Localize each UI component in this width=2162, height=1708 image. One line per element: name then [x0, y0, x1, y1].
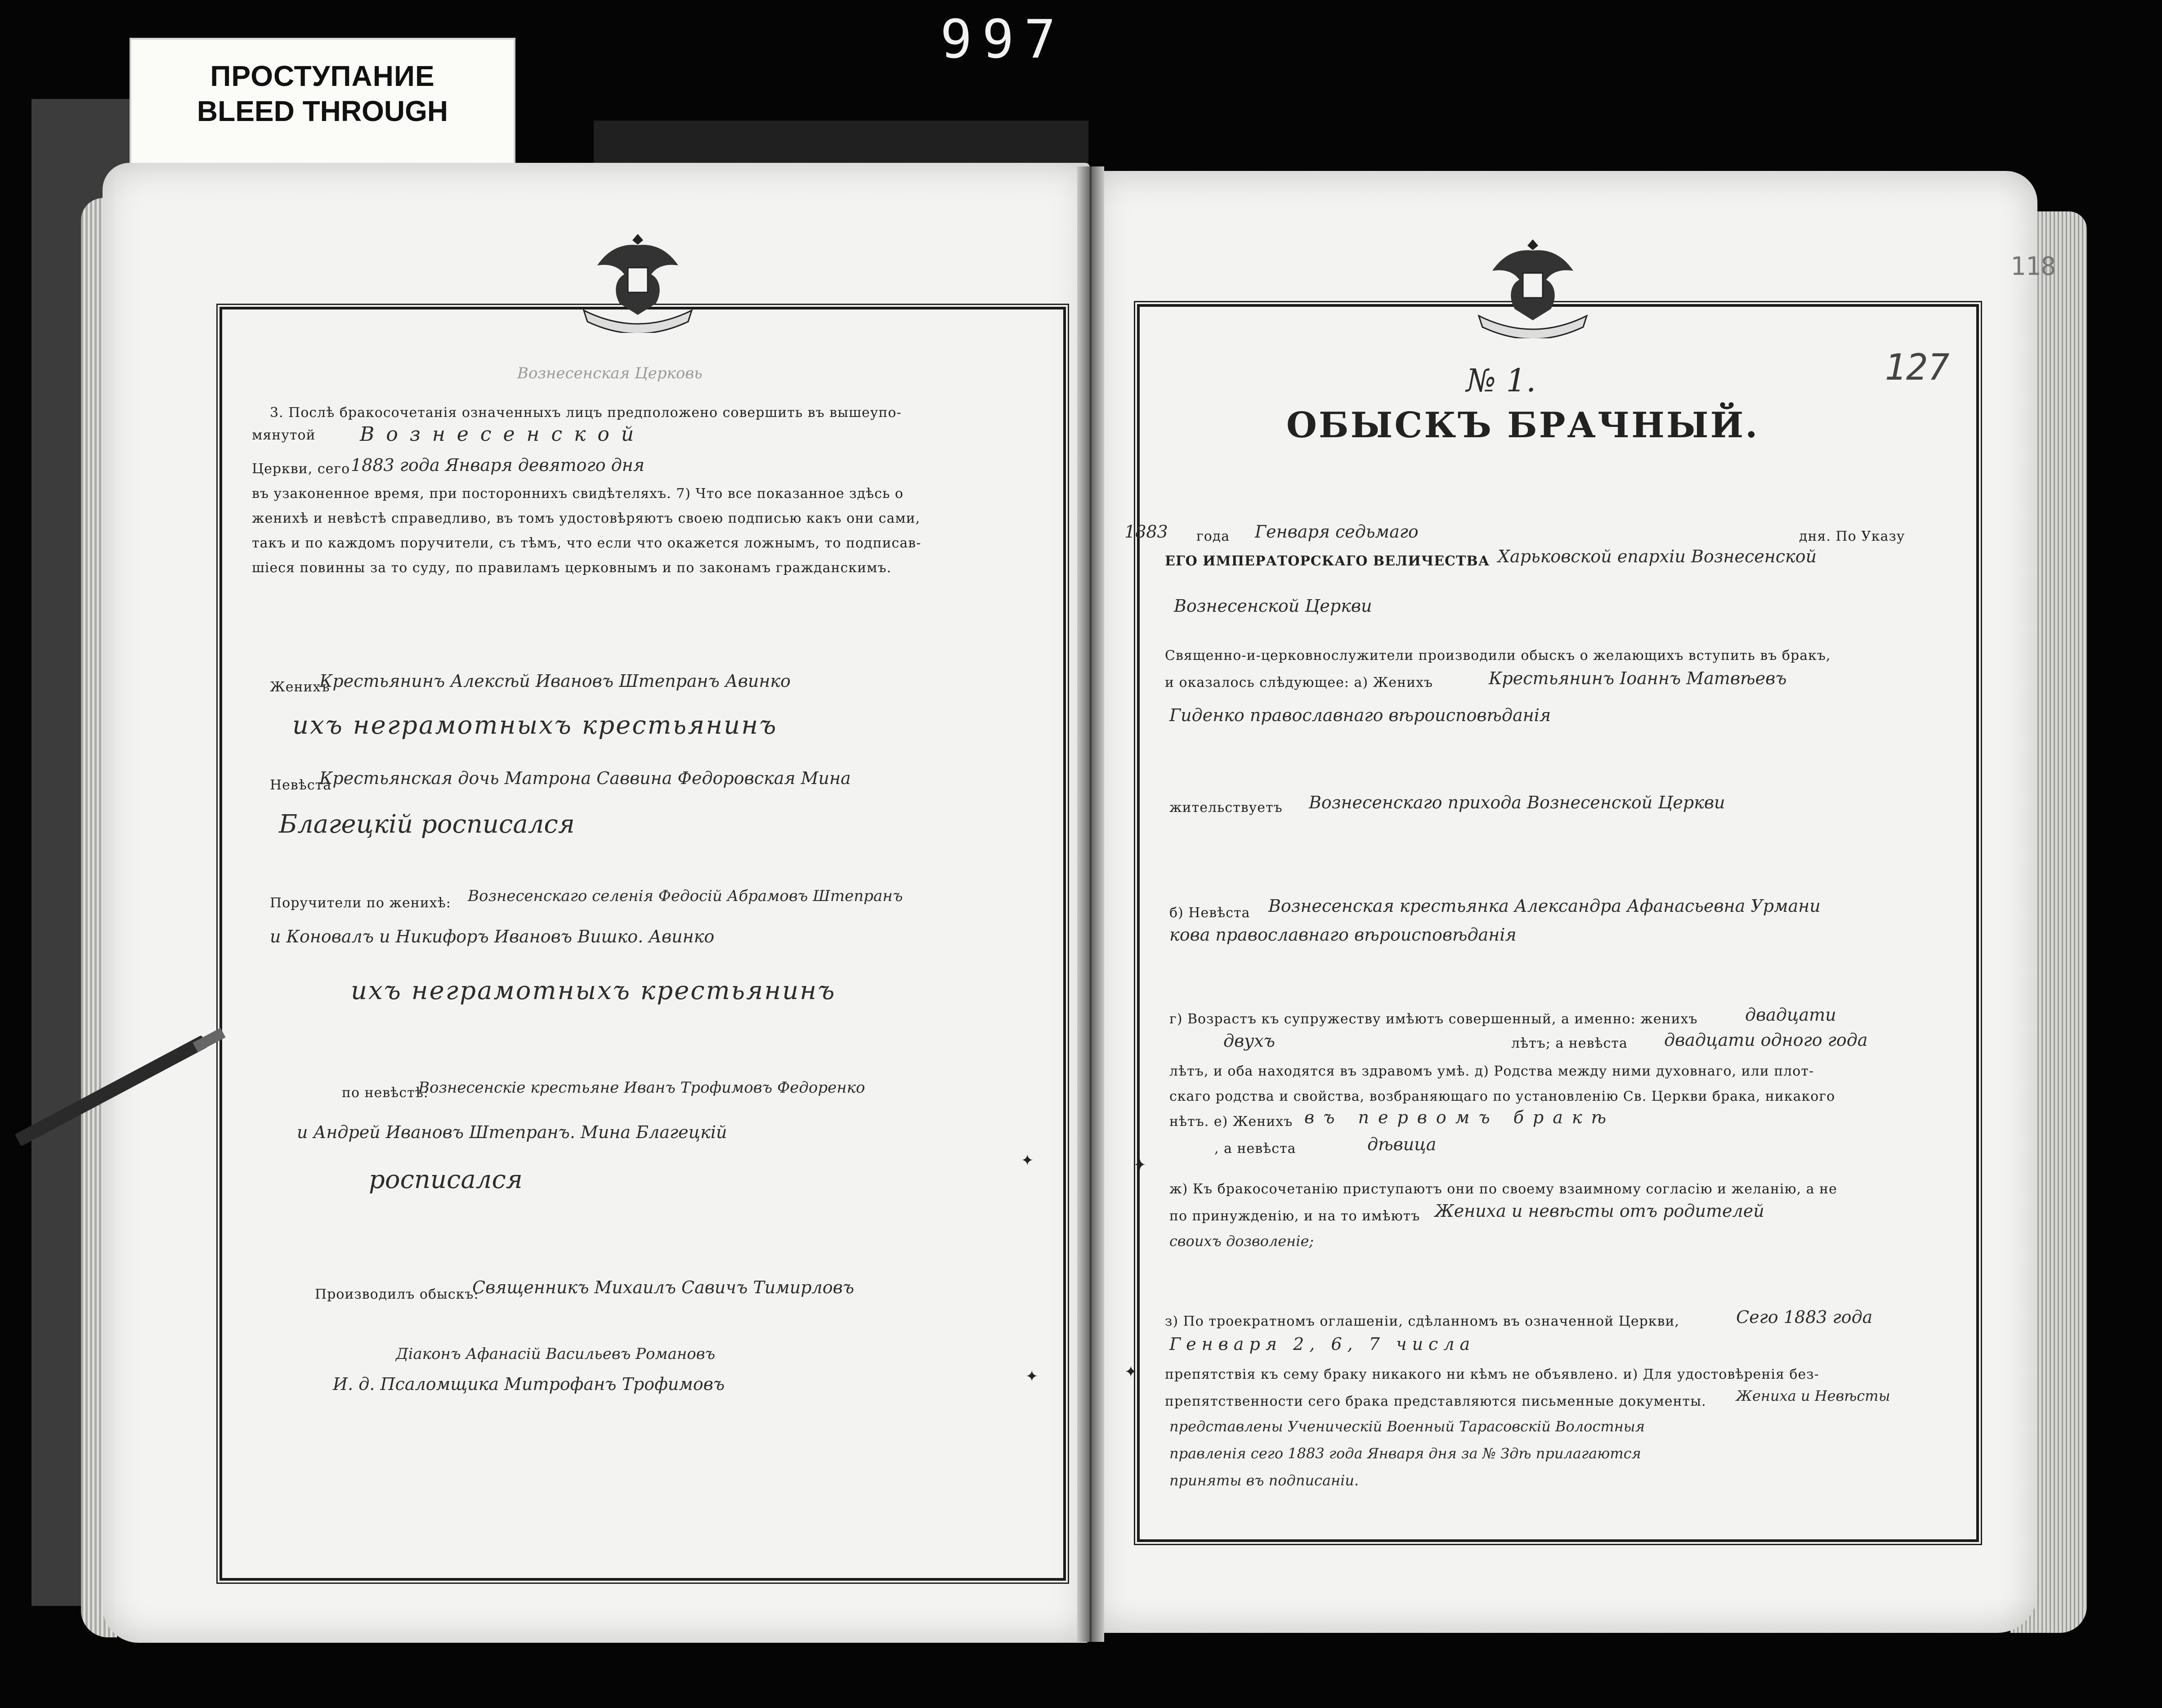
groom-sureties-hand-3: ихъ неграмотныхъ крестьянинъ — [351, 976, 836, 1005]
month-hand: Генваря седьмаго — [1255, 522, 1419, 542]
clause3-line1: 3. Послѣ бракосочетанія означенныхъ лицъ предположено совершить въ вышеупо- — [270, 405, 902, 421]
imperial-hand: Харьковской епархіи Вознесенской — [1498, 547, 1817, 566]
ink-mark: ✦ — [1133, 1156, 1146, 1174]
groom-sureties-hand: Вознесенскаго селенія Федосій Абрамовъ Штепранъ — [468, 887, 903, 905]
clause3-line2: мянутой — [252, 427, 316, 443]
ink-mark: ✦ — [1021, 1152, 1034, 1170]
documents-hand: Жениха и Невѣсты — [1736, 1387, 1890, 1404]
groom-hand-2: ихъ неграмотныхъ крестьянинъ — [292, 711, 778, 740]
found-groom-hand: Крестьянинъ Іоаннъ Матвѣевъ — [1489, 668, 1787, 688]
document-title: ОБЫСКЪ БРАЧНЫЙ. — [1286, 405, 1759, 446]
day-label: дня. По Указу — [1799, 529, 1905, 544]
bride-hand-right: Вознесенская крестьянка Александра Афанасьевна Урмани — [1268, 896, 1821, 916]
record-number: № 1. — [1466, 362, 1536, 399]
bride-sureties-hand-3: росписался — [369, 1165, 523, 1194]
kinship-line1: лѣтъ, и оба находятся въ здравомъ умѣ. д) Родства между ними духовнаго, или плот- — [1169, 1063, 1814, 1079]
age-groom-hand: двадцати — [1745, 1005, 1836, 1025]
consent-line2: по принужденію, и на то имѣютъ — [1169, 1208, 1420, 1224]
groom-label: Женихъ — [270, 679, 330, 695]
clause3-line7: шіеся повинны за то суду, по правиламъ церковнымъ и по законамъ гражданскимъ. — [252, 560, 892, 576]
bride-hand-2: Благецкій росписался — [279, 810, 575, 839]
residence-label: жительствуетъ — [1169, 800, 1283, 816]
impediment-line1: препятствія къ сему браку никакого ни кѣмъ не объявлено. и) Для удостовѣренія без- — [1165, 1367, 1819, 1382]
faint-bleed-header: Вознесенская Церковь — [517, 364, 703, 382]
year-label: года — [1196, 529, 1230, 544]
book-gutter — [1077, 166, 1104, 1642]
kinship-line2: скаго родства и свойства, возбраняющаго по установленію Св. Церкви брака, никакого — [1169, 1089, 1835, 1104]
bride-hand-right-2: кова православнаго вѣроисповѣданія — [1169, 925, 1517, 945]
bride-sureties-label: по невѣстѣ: — [342, 1085, 429, 1101]
ink-mark: ✦ — [1025, 1367, 1038, 1385]
clause3-line3: Церкви, сего — [252, 461, 350, 477]
clause3-line5: женихѣ и невѣстѣ справедливо, въ томъ удостовѣряютъ своею подписью какъ они сами, — [252, 511, 921, 526]
bride-label-right: б) Невѣста — [1169, 905, 1250, 921]
imperial-hand-2: Вознесенской Церкви — [1174, 596, 1372, 616]
found-groom-label: и оказалось слѣдующее: а) Женихъ — [1165, 675, 1433, 690]
banns-hand: Сего 1883 года — [1736, 1307, 1873, 1327]
examiner-hand-3: И. д. Псаломщика Митрофанъ Трофимовъ — [333, 1374, 725, 1394]
bride-label: Невѣста — [270, 777, 332, 793]
bleed-label-russian: ПРОСТУПАНИЕ — [210, 60, 435, 92]
consent-line1: ж) Къ бракосочетанію приступаютъ они по своему взаимному согласію и желанію, а не — [1169, 1181, 1837, 1197]
bride-sureties-hand-2: и Андрей Ивановъ Штепранъ. Мина Благецкій — [297, 1122, 727, 1142]
marriage-status-hand: въ первомъ бракѣ — [1304, 1107, 1616, 1127]
double-headed-eagle-icon — [570, 225, 705, 333]
documents-hand-3: правленія сего 1883 года Января дня за № Здѣ прилагаются — [1169, 1445, 1641, 1462]
groom-sureties-hand-2: и Коновалъ и Никифоръ Ивановъ Вишко. Авинко — [270, 927, 715, 946]
double-headed-eagle-icon — [1465, 230, 1600, 338]
impediment-line2: препятственности сего брака представляются письменные документы. — [1165, 1394, 1706, 1409]
bride-sureties-hand: Вознесенскіе крестьяне Иванъ Трофимовъ Федоренко — [418, 1079, 865, 1097]
corner-folio-number: 118 — [2010, 252, 2056, 281]
clergy-statement: Священно-и-церковнослужители производили обыскъ о желающихъ вступить въ бракъ, — [1165, 648, 1831, 663]
clause3-date-hand: 1883 года Января девятого дня — [351, 455, 645, 475]
clause3-line4: въ узаконенное время, при постороннихъ свидѣтеляхъ. 7) Что все показанное здѣсь о — [252, 486, 904, 502]
right-page-frame — [1137, 304, 1979, 1542]
consent-hand: Жениха и невѣсты отъ родителей — [1435, 1201, 1764, 1221]
age-groom-hand-2: двухъ — [1223, 1031, 1276, 1051]
examiner-hand: Священникъ Михаилъ Савичъ Тимирловъ — [472, 1278, 855, 1297]
banns-dates-hand: Генваря 2, 6, 7 числа — [1169, 1334, 1476, 1354]
age-statement: г) Возрастъ къ супружеству имѣютъ совершенный, а именно: женихъ — [1169, 1011, 1698, 1027]
bleed-label-english: BLEED THROUGH — [197, 95, 448, 127]
film-frame-number: 997 — [940, 8, 1066, 70]
groom-hand: Крестьянинъ Алексѣй Ивановъ Штепранъ Авинко — [319, 671, 791, 691]
examiner-label: Производилъ обыскъ: — [315, 1287, 479, 1302]
documents-hand-4: приняты въ подписаніи. — [1169, 1472, 1359, 1489]
bride-status-label: , а невѣста — [1214, 1141, 1296, 1157]
ink-mark: ✦ — [1124, 1363, 1137, 1381]
groom-sureties-label: Поручители по женихѣ: — [270, 895, 451, 911]
examiner-hand-2: Діаконъ Афанасій Васильевъ Романовъ — [396, 1345, 716, 1363]
found-groom-hand-2: Гиденко православнаго вѣроисповѣданія — [1169, 705, 1551, 725]
bride-hand: Крестьянская дочь Матрона Саввина Федоровская Мина — [319, 768, 851, 788]
year-hand: 1883 — [1124, 522, 1168, 542]
clause3-line6: такъ и по каждомъ поручители, съ тѣмъ, что если что окажется ложнымъ, то подписав- — [252, 535, 922, 551]
bride-status-hand: дѣвица — [1367, 1134, 1437, 1154]
age-bride-label: лѣтъ; а невѣста — [1511, 1036, 1628, 1051]
consent-hand-2: своихъ дозволеніе; — [1169, 1233, 1314, 1250]
documents-hand-2: представлены Ученическій Военный Тарасовскій Волостныя — [1169, 1418, 1645, 1435]
imperial-title: ЕГО ИМПЕРАТОРСКАГО ВЕЛИЧЕСТВА — [1165, 553, 1490, 569]
bleed-through-label — [131, 40, 514, 175]
page-number: 127 — [1884, 346, 1950, 388]
clause3-church-hand: Вознесенской — [360, 423, 646, 446]
age-bride-hand: двадцати одного года — [1664, 1030, 1868, 1050]
marriage-status-label: нѣтъ. е) Женихъ — [1169, 1114, 1293, 1130]
residence-hand: Вознесенскаго прихода Вознесенской Церкви — [1309, 793, 1725, 812]
banns-line1: з) По троекратномъ оглашеніи, сдѣланномъ въ означенной Церкви, — [1165, 1314, 1680, 1329]
